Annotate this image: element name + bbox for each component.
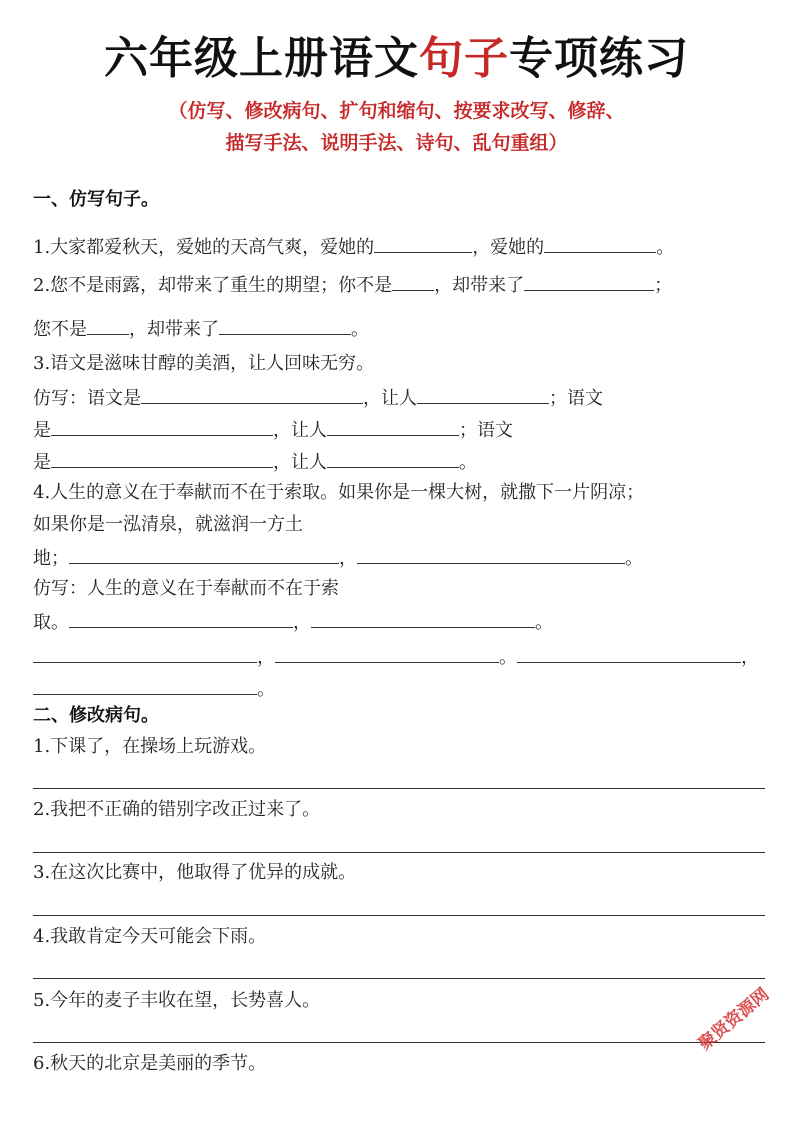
q4-line-3: ， 。 ， <box>33 644 759 670</box>
q3-stem: 3.语文是滋味甘醇的美酒，让人回味无穷。 <box>33 353 375 374</box>
correction-item: 2.我把不正确的错别字改正过来了。 <box>33 799 321 820</box>
answer-blank[interactable] <box>51 449 273 468</box>
answer-blank[interactable] <box>327 417 459 436</box>
answer-blank[interactable] <box>69 545 339 564</box>
q4-stem-1: 4.人生的意义在于奉献而不在于索取。如果你是一棵大树，就撒下一片阴凉； <box>33 482 645 503</box>
q3-line-2: 是 ，让人 ；语文 <box>33 417 513 443</box>
answer-blank[interactable] <box>51 417 273 436</box>
answer-blank[interactable] <box>392 272 434 291</box>
answer-blank[interactable] <box>357 545 625 564</box>
answer-blank[interactable] <box>327 449 459 468</box>
answer-blank[interactable] <box>87 316 129 335</box>
q4-stem-2: 如果你是一泓清泉，就滋润一方土 <box>33 514 303 535</box>
answer-line[interactable] <box>33 915 765 916</box>
q3-line-1: 仿写：语文是 ，让人 ；语文 <box>33 385 603 411</box>
answer-blank[interactable] <box>417 385 549 404</box>
section-heading-correction: 二、修改病句。 <box>33 705 159 726</box>
correction-item: 6.秋天的北京是美丽的季节。 <box>33 1053 267 1074</box>
answer-line[interactable] <box>33 978 765 979</box>
answer-blank[interactable] <box>311 609 535 628</box>
subtitle-line-2: 描写手法、说明手法、诗句、乱句重组） <box>225 132 568 154</box>
answer-blank[interactable] <box>275 644 499 663</box>
answer-blank[interactable] <box>219 316 351 335</box>
q3-line-3: 是 ，让人 。 <box>33 449 477 475</box>
answer-blank[interactable] <box>141 385 363 404</box>
answer-blank[interactable] <box>544 234 656 253</box>
q4-line-1: 地； ， 。 <box>33 545 643 571</box>
title-highlight: 句子 <box>419 33 509 84</box>
correction-item: 1.下课了，在操场上玩游戏。 <box>33 736 267 757</box>
page-title: 六年级上册语文句子专项练习 <box>104 33 689 84</box>
answer-blank[interactable] <box>524 272 654 291</box>
q2-line-1: 2.您不是雨露，却带来了重生的期望；你不是 ，却带来了 ； <box>33 272 672 298</box>
q1-line: 1.大家都爱秋天，爱她的天高气爽，爱她的 ，爱她的 。 <box>33 234 674 260</box>
section-heading-imitation: 一、仿写句子。 <box>33 189 159 210</box>
answer-blank[interactable] <box>69 609 293 628</box>
q4-imitation-prompt: 仿写：人生的意义在于奉献而不在于索 <box>33 578 339 599</box>
answer-blank[interactable] <box>517 644 741 663</box>
answer-blank[interactable] <box>374 234 472 253</box>
answer-line[interactable] <box>33 852 765 853</box>
correction-item: 5.今年的麦子丰收在望，长势喜人。 <box>33 990 321 1011</box>
answer-blank[interactable] <box>33 644 257 663</box>
answer-line[interactable] <box>33 788 765 789</box>
answer-blank[interactable] <box>33 676 257 695</box>
correction-item: 4.我敢肯定今天可能会下雨。 <box>33 926 267 947</box>
q4-line-4: 。 <box>33 676 275 702</box>
q4-line-2: 取。 ， 。 <box>33 609 553 635</box>
watermark-stamp: 聚贤资源网 <box>695 984 774 1055</box>
correction-item: 3.在这次比赛中，他取得了优异的成就。 <box>33 862 357 883</box>
q2-line-2: 您不是 ，却带来了 。 <box>33 316 369 342</box>
answer-line[interactable] <box>33 1042 765 1043</box>
subtitle-line-1: （仿写、修改病句、扩句和缩句、按要求改写、修辞、 <box>168 100 625 122</box>
